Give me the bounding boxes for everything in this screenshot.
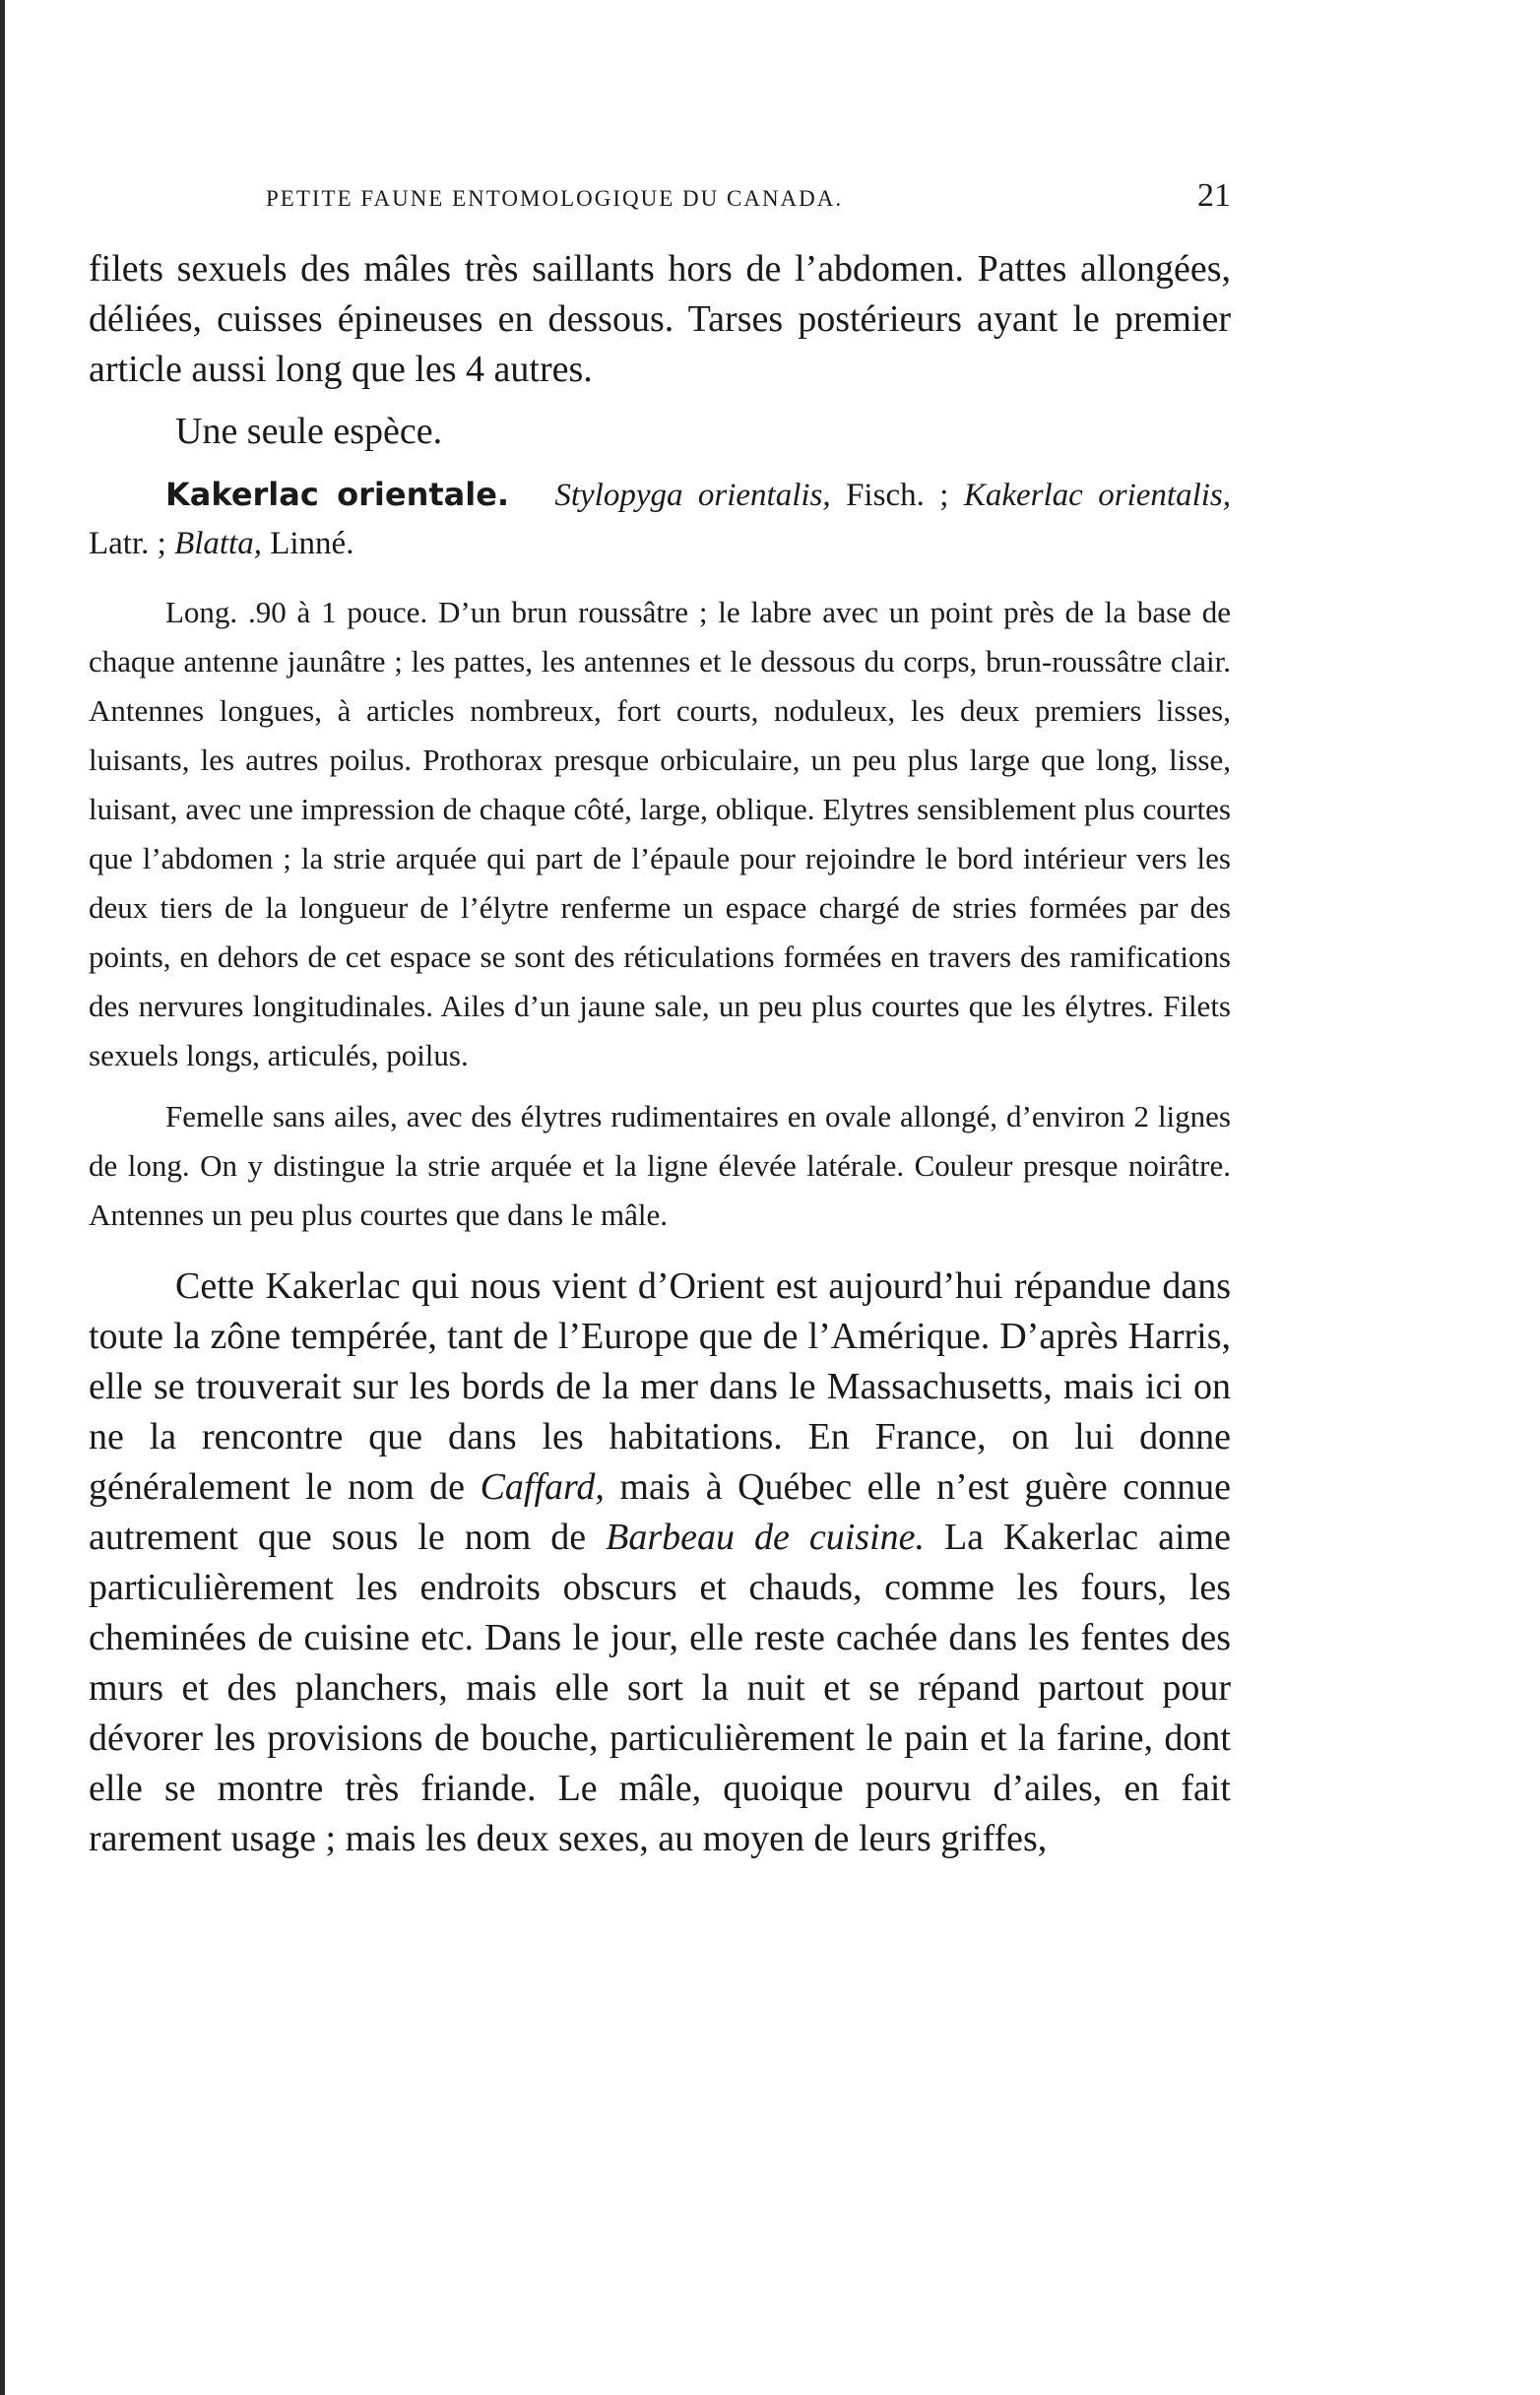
intro-paragraph: filets sexuels des mâles très saillants hors de l’abdomen. Pattes allongées, déliées, cuisses épineuses en dessous. Tarses postérieurs ayant le premier article aussi long que les 4 autres.: [89, 248, 1231, 390]
synonym-3-author: Linné.: [261, 526, 354, 561]
running-title: PETITE FAUNE ENTOMOLOGIQUE DU CANADA.: [266, 186, 844, 211]
page-edge-rule: [0, 0, 5, 2395]
narrative-barbeau: Barbeau de cuisine.: [606, 1517, 925, 1558]
narrative-paragraph: [89, 1262, 1231, 1864]
narrative-part-1: Cette Kakerlac qui nous vient d’Orient est aujourd’hui répandue dans toute la zône tempérée, tant de l’Europe que de l’Amérique. D’après Harris, elle se trouverait sur les bords de la mer dans le Massachusetts, mais ici on ne la rencontre que dans les habitations. En France, on lui donne généralement le nom de: [89, 1265, 1231, 1508]
book-page: [89, 177, 1231, 1864]
synonym-3: Blatta,: [174, 526, 262, 561]
running-header: [89, 177, 1231, 215]
species-name: Kakerlac orientale.: [165, 476, 510, 513]
narrative-caffard: Caffard,: [480, 1466, 605, 1508]
page-number: 21: [1197, 177, 1231, 214]
narrative-part-3: La Kakerlac aime particulièrement les endroits obscurs et chauds, comme les fours, les cheminées de cuisine etc. Dans le jour, elle reste cachée dans les fentes des murs et des planchers, mais elle sort la nuit et se répand partout pour dévorer les provisions de bouche, particulièrement le pain et la farine, dont elle se montre très friande. Le mâle, quoique pourvu d’ailes, en fait rarement usage ; mais les deux sexes, au moyen de leurs griffes,: [89, 1517, 1231, 1859]
narrative-part-2: mais à Québec elle n’est guère connue autrement que sous le nom de: [89, 1466, 1231, 1558]
synonym-2: Kakerlac orientalis,: [963, 478, 1231, 513]
synonym-1: Stylopyga orientalis,: [554, 478, 831, 513]
male-description: Long. .90 à 1 pouce. D’un brun roussâtre ; le labre avec un point près de la base de chaque antenne jaunâtre ; les pattes, les antennes et le dessous du corps, brun-roussâtre clair. Antennes longues, à articles nombreux, fort courts, noduleux, les deux premiers lisses, luisants, les autres poilus. Prothorax presque orbiculaire, un peu plus large que long, lisse, luisant, avec une impression de chaque côté, large, oblique. Elytres sensiblement plus courtes que l’abdomen ; la strie arquée qui part de l’épaule pour rejoindre le bord intérieur vers les deux tiers de la longueur de l’élytre renferme un espace chargé de stries formées par des points, en dehors de cet espace se sont des réticulations formées en travers des ramifications des nervures longitudinales. Ailes d’un jaune sale, un peu plus courtes que les élytres. Filets sexuels longs, articulés, poilus.: [89, 595, 1231, 1072]
female-description: Femelle sans ailes, avec des élytres rudimentaires en ovale allongé, d’environ 2 lignes de long. On y distingue la strie arquée et la ligne élevée latérale. Couleur presque noirâtre. Antennes un peu plus courtes que dans le mâle.: [89, 1099, 1231, 1232]
species-heading: [89, 471, 1231, 568]
spacer: [89, 395, 1231, 407]
spacer: [89, 1080, 1231, 1092]
synonym-2-author: Latr. ;: [89, 526, 175, 561]
synonym-1-author: Fisch. ;: [830, 478, 964, 513]
single-species-line: Une seule espèce.: [175, 411, 443, 452]
spacer: [89, 1240, 1231, 1262]
